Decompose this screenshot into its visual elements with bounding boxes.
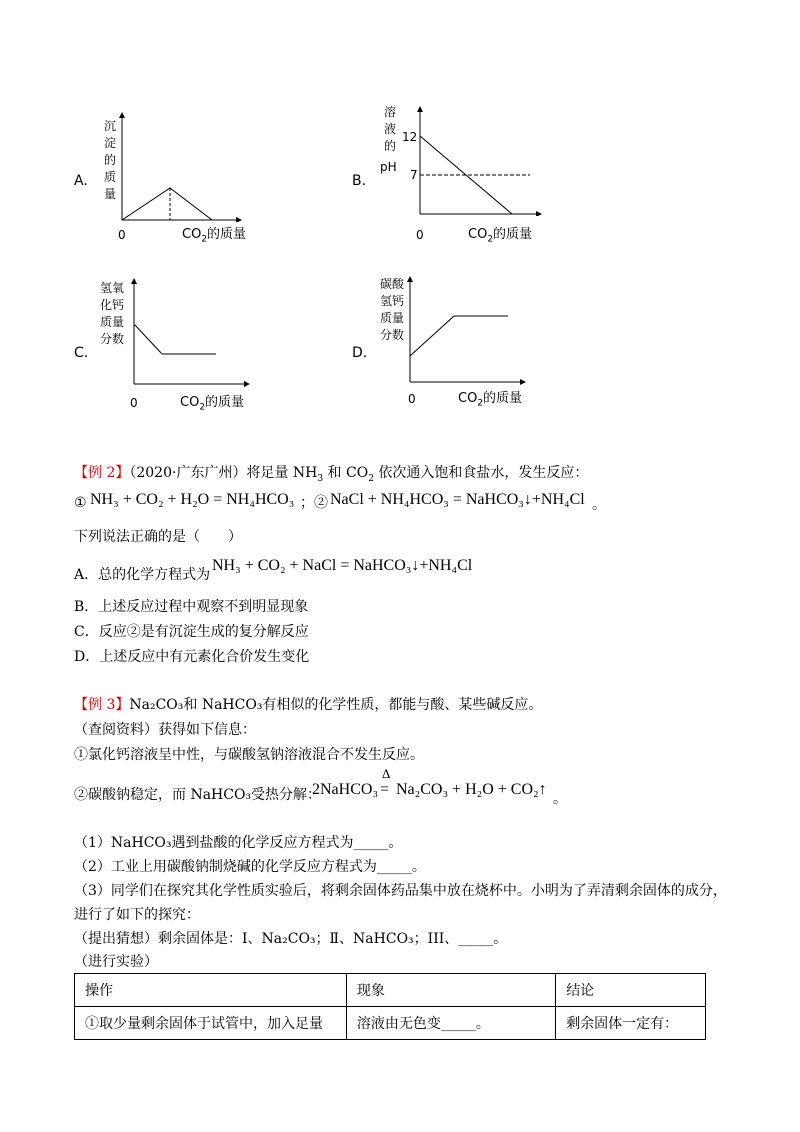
ex3-tag: 【例 3】 [74,697,130,713]
table-header-cell: 现象 [346,974,555,1007]
graph-c-y-arrow [131,278,137,284]
graph-b-y-arrow [417,106,423,112]
graph-d [398,276,538,386]
ex2-question: 下列说法正确的是（ ） [74,529,242,545]
option-d-label: D. [352,345,368,361]
graph-b-ylabel: 溶 液 的 [383,105,396,153]
graph-b-origin: 0 [416,228,424,242]
ex2-separator: ；② [300,495,328,511]
table-cell: 溶液由无色变_____。 [346,1007,555,1040]
graph-b-x-arrow [536,211,542,216]
graph-d-origin: 0 [408,392,416,406]
graph-a-x-arrow [236,217,242,222]
graph-b-tick-7: 7 [410,168,418,182]
graph-d-curve [410,316,508,356]
graph-a-y-arrow [119,112,125,118]
ex3-eq-delta: Δ [382,766,391,781]
ex3-intro: 【例 3】Na₂CO₃和 NaHCO₃有相似的化学性质，都能与酸、某些碱反应。 [74,697,543,713]
ex3-eq-left: 2NaHCO₃ [312,781,379,798]
ex2-reaction1: NH₃ + CO₂ + H₂O = NH₄HCO₃ [90,491,295,508]
option-c-label: C. [74,345,89,361]
ex3-eq-right: Na₂CO₃ + H₂O + CO₂↑ [396,781,547,798]
ex2-intro: 【例 2】（2020·广东广州）将足量 $NH_3$ 和 $CO_2$ 依次通入饱和食盐水，发生反应： [74,465,589,484]
ex2-option-a-eq: NH₃ + CO₂ + NaCl = NaHCO₃↓+NH₄Cl [212,557,473,574]
ex2-reaction2: NaCl + NH₄HCO₃ = NaHCO₃↓+NH₄Cl [330,491,585,508]
ex3-info1: ①氯化钙溶液呈中性，与碳酸氢钠溶液混合不发生反应。 [74,747,424,763]
ex3-eq-sign: = [380,781,390,798]
table-header-row [75,974,706,1007]
table-header-cell: 操作 [75,974,347,1007]
ex2-tag: 【例 2】 [74,465,130,481]
ex2-option-a: A．总的化学方程式为 [74,567,211,583]
graph-b-xlabel: $CO_2$的质量 [468,227,533,245]
table-cell: 剩余固体一定有： [556,1007,706,1040]
ex3-q2: （2）工业上用碳酸钠制烧碱的化学反应方程式为_____。 [74,859,426,875]
graph-d-ylabel: 碳酸 氢钙 质量 分数 [380,277,405,342]
ex3-experiment: （进行实验） [74,954,158,970]
graph-b [408,106,548,216]
ex2-option-d: D．上述反应中有元素化合价发生变化 [74,649,310,665]
ex2-reaction1-mark: ① [74,495,87,511]
ex2-option-b: B．上述反应过程中观察不到明显现象 [74,599,309,615]
option-a-label: A. [74,173,88,189]
table-header-cell: 结论 [556,974,706,1007]
graph-b-ph-label: pH [380,160,397,174]
ex3-q1: （1）NaHCO₃遇到盐酸的化学反应方程式为_____。 [74,835,403,851]
table-cell: ①取少量剩余固体于试管中，加入足量 [75,1007,347,1040]
graph-c [120,278,260,388]
graph-c-x-arrow [244,381,250,387]
graph-a-xlabel: $CO_2$的质量 [182,227,247,245]
ex3-info2: ②碳酸钠稳定，而 NaHCO₃受热分解： [74,787,322,803]
graph-a-ylabel: 沉 淀 的 质 量 [103,119,116,201]
graph-c-origin: 0 [130,396,138,410]
option-b-label: B. [352,173,367,189]
experiment-table [74,973,706,1040]
ex3-eq-period: 。 [553,791,567,807]
ex2-period: 。 [592,497,606,513]
graph-a-curve [122,188,212,220]
graph-d-xlabel: $CO_2$的质量 [458,391,523,409]
graph-d-y-arrow [407,276,413,282]
graph-b-tick-12: 12 [402,130,418,144]
ex3-q3-line1: （3）同学们在探究其化学性质实验后，将剩余固体药品集中放在烧杯中。小明为了弄清剩余固体的成分， [74,883,727,899]
ex3-q3-line2: 进行了如下的探究： [74,907,200,923]
graph-c-ylabel: 氢氧 化钙 质量 分数 [100,281,125,346]
ex3-guess: （提出猜想）剩余固体是：I、Na₂CO₃；Ⅱ、NaHCO₃；III、_____。 [74,931,508,947]
graph-c-xlabel: $CO_2$的质量 [180,395,245,413]
graph-d-x-arrow [520,379,526,385]
graph-a [110,112,270,222]
ex3-info-title: （查阅资料）获得如下信息： [74,722,256,738]
table-row [75,1007,706,1040]
graph-a-origin: 0 [118,228,126,242]
ex2-option-c: C．反应②是有沉淀生成的复分解反应 [74,624,309,640]
graph-c-curve [134,324,216,354]
